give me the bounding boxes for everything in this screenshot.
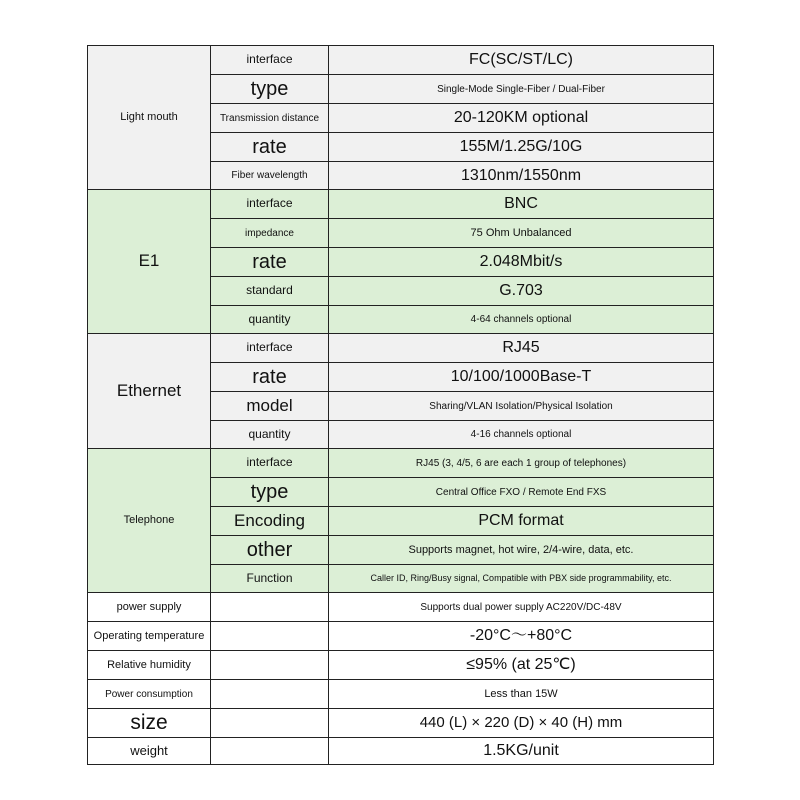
- misc-value: Supports dual power supply AC220V/DC-48V: [329, 593, 714, 622]
- item-label: interface: [211, 449, 329, 478]
- misc-value: 1.5KG/unit: [329, 738, 714, 765]
- item-label: standard: [211, 277, 329, 306]
- table-row: [88, 190, 714, 219]
- item-value: Single-Mode Single-Fiber / Dual-Fiber: [329, 75, 714, 104]
- item-label: interface: [211, 46, 329, 75]
- group-e1: E1: [88, 190, 211, 334]
- table-row: [88, 680, 714, 709]
- table-row: [88, 738, 714, 765]
- item-label: type: [211, 75, 329, 104]
- item-value: FC(SC/ST/LC): [329, 46, 714, 75]
- misc-label: weight: [88, 738, 211, 765]
- empty-cell: [211, 680, 329, 709]
- misc-value: 440 (L) × 220 (D) × 40 (H) mm: [329, 709, 714, 738]
- item-label: quantity: [211, 306, 329, 334]
- item-value: Sharing/VLAN Isolation/Physical Isolation: [329, 392, 714, 421]
- table-row: [88, 622, 714, 651]
- item-value: 155M/1.25G/10G: [329, 133, 714, 162]
- item-value: Supports magnet, hot wire, 2/4-wire, data, etc.: [329, 536, 714, 565]
- item-value: BNC: [329, 190, 714, 219]
- misc-value: Less than 15W: [329, 680, 714, 709]
- item-value: 4-16 channels optional: [329, 421, 714, 449]
- item-label: other: [211, 536, 329, 565]
- empty-cell: [211, 622, 329, 651]
- empty-cell: [211, 709, 329, 738]
- item-label: quantity: [211, 421, 329, 449]
- misc-value: ≤95% (at 25℃): [329, 651, 714, 680]
- item-label: interface: [211, 190, 329, 219]
- misc-label: power supply: [88, 593, 211, 622]
- item-value: Central Office FXO / Remote End FXS: [329, 478, 714, 507]
- table-row: [88, 651, 714, 680]
- misc-label: Operating temperature: [88, 622, 211, 651]
- item-label: rate: [211, 363, 329, 392]
- item-value: 20-120KM optional: [329, 104, 714, 133]
- empty-cell: [211, 738, 329, 765]
- item-value: 10/100/1000Base-T: [329, 363, 714, 392]
- item-value: 1310nm/1550nm: [329, 162, 714, 190]
- item-label: type: [211, 478, 329, 507]
- empty-cell: [211, 593, 329, 622]
- table-row: [88, 449, 714, 478]
- group-light-mouth: Light mouth: [88, 46, 211, 190]
- item-label: rate: [211, 248, 329, 277]
- table-row: [88, 593, 714, 622]
- item-value: G.703: [329, 277, 714, 306]
- item-label: interface: [211, 334, 329, 363]
- item-label: impedance: [211, 219, 329, 248]
- item-value: 2.048Mbit/s: [329, 248, 714, 277]
- item-label: Fiber wavelength: [211, 162, 329, 190]
- misc-value: -20°C～+80°C: [329, 622, 714, 651]
- item-label: model: [211, 392, 329, 421]
- item-value: PCM format: [329, 507, 714, 536]
- group-ethernet: Ethernet: [88, 334, 211, 449]
- table-row: [88, 334, 714, 363]
- item-value: 4-64 channels optional: [329, 306, 714, 334]
- item-value: RJ45 (3, 4/5, 6 are each 1 group of telephones): [329, 449, 714, 478]
- misc-label: Power consumption: [88, 680, 211, 709]
- group-telephone: Telephone: [88, 449, 211, 593]
- empty-cell: [211, 651, 329, 680]
- table-row: [88, 46, 714, 75]
- item-label: Encoding: [211, 507, 329, 536]
- spec-table: [87, 45, 714, 765]
- item-value: 75 Ohm Unbalanced: [329, 219, 714, 248]
- item-value: RJ45: [329, 334, 714, 363]
- table-row: [88, 709, 714, 738]
- misc-label: Relative humidity: [88, 651, 211, 680]
- item-label: Transmission distance: [211, 104, 329, 133]
- item-value: Caller ID, Ring/Busy signal, Compatible with PBX side programmability, etc.: [329, 565, 714, 593]
- item-label: rate: [211, 133, 329, 162]
- misc-label: size: [88, 709, 211, 738]
- item-label: Function: [211, 565, 329, 593]
